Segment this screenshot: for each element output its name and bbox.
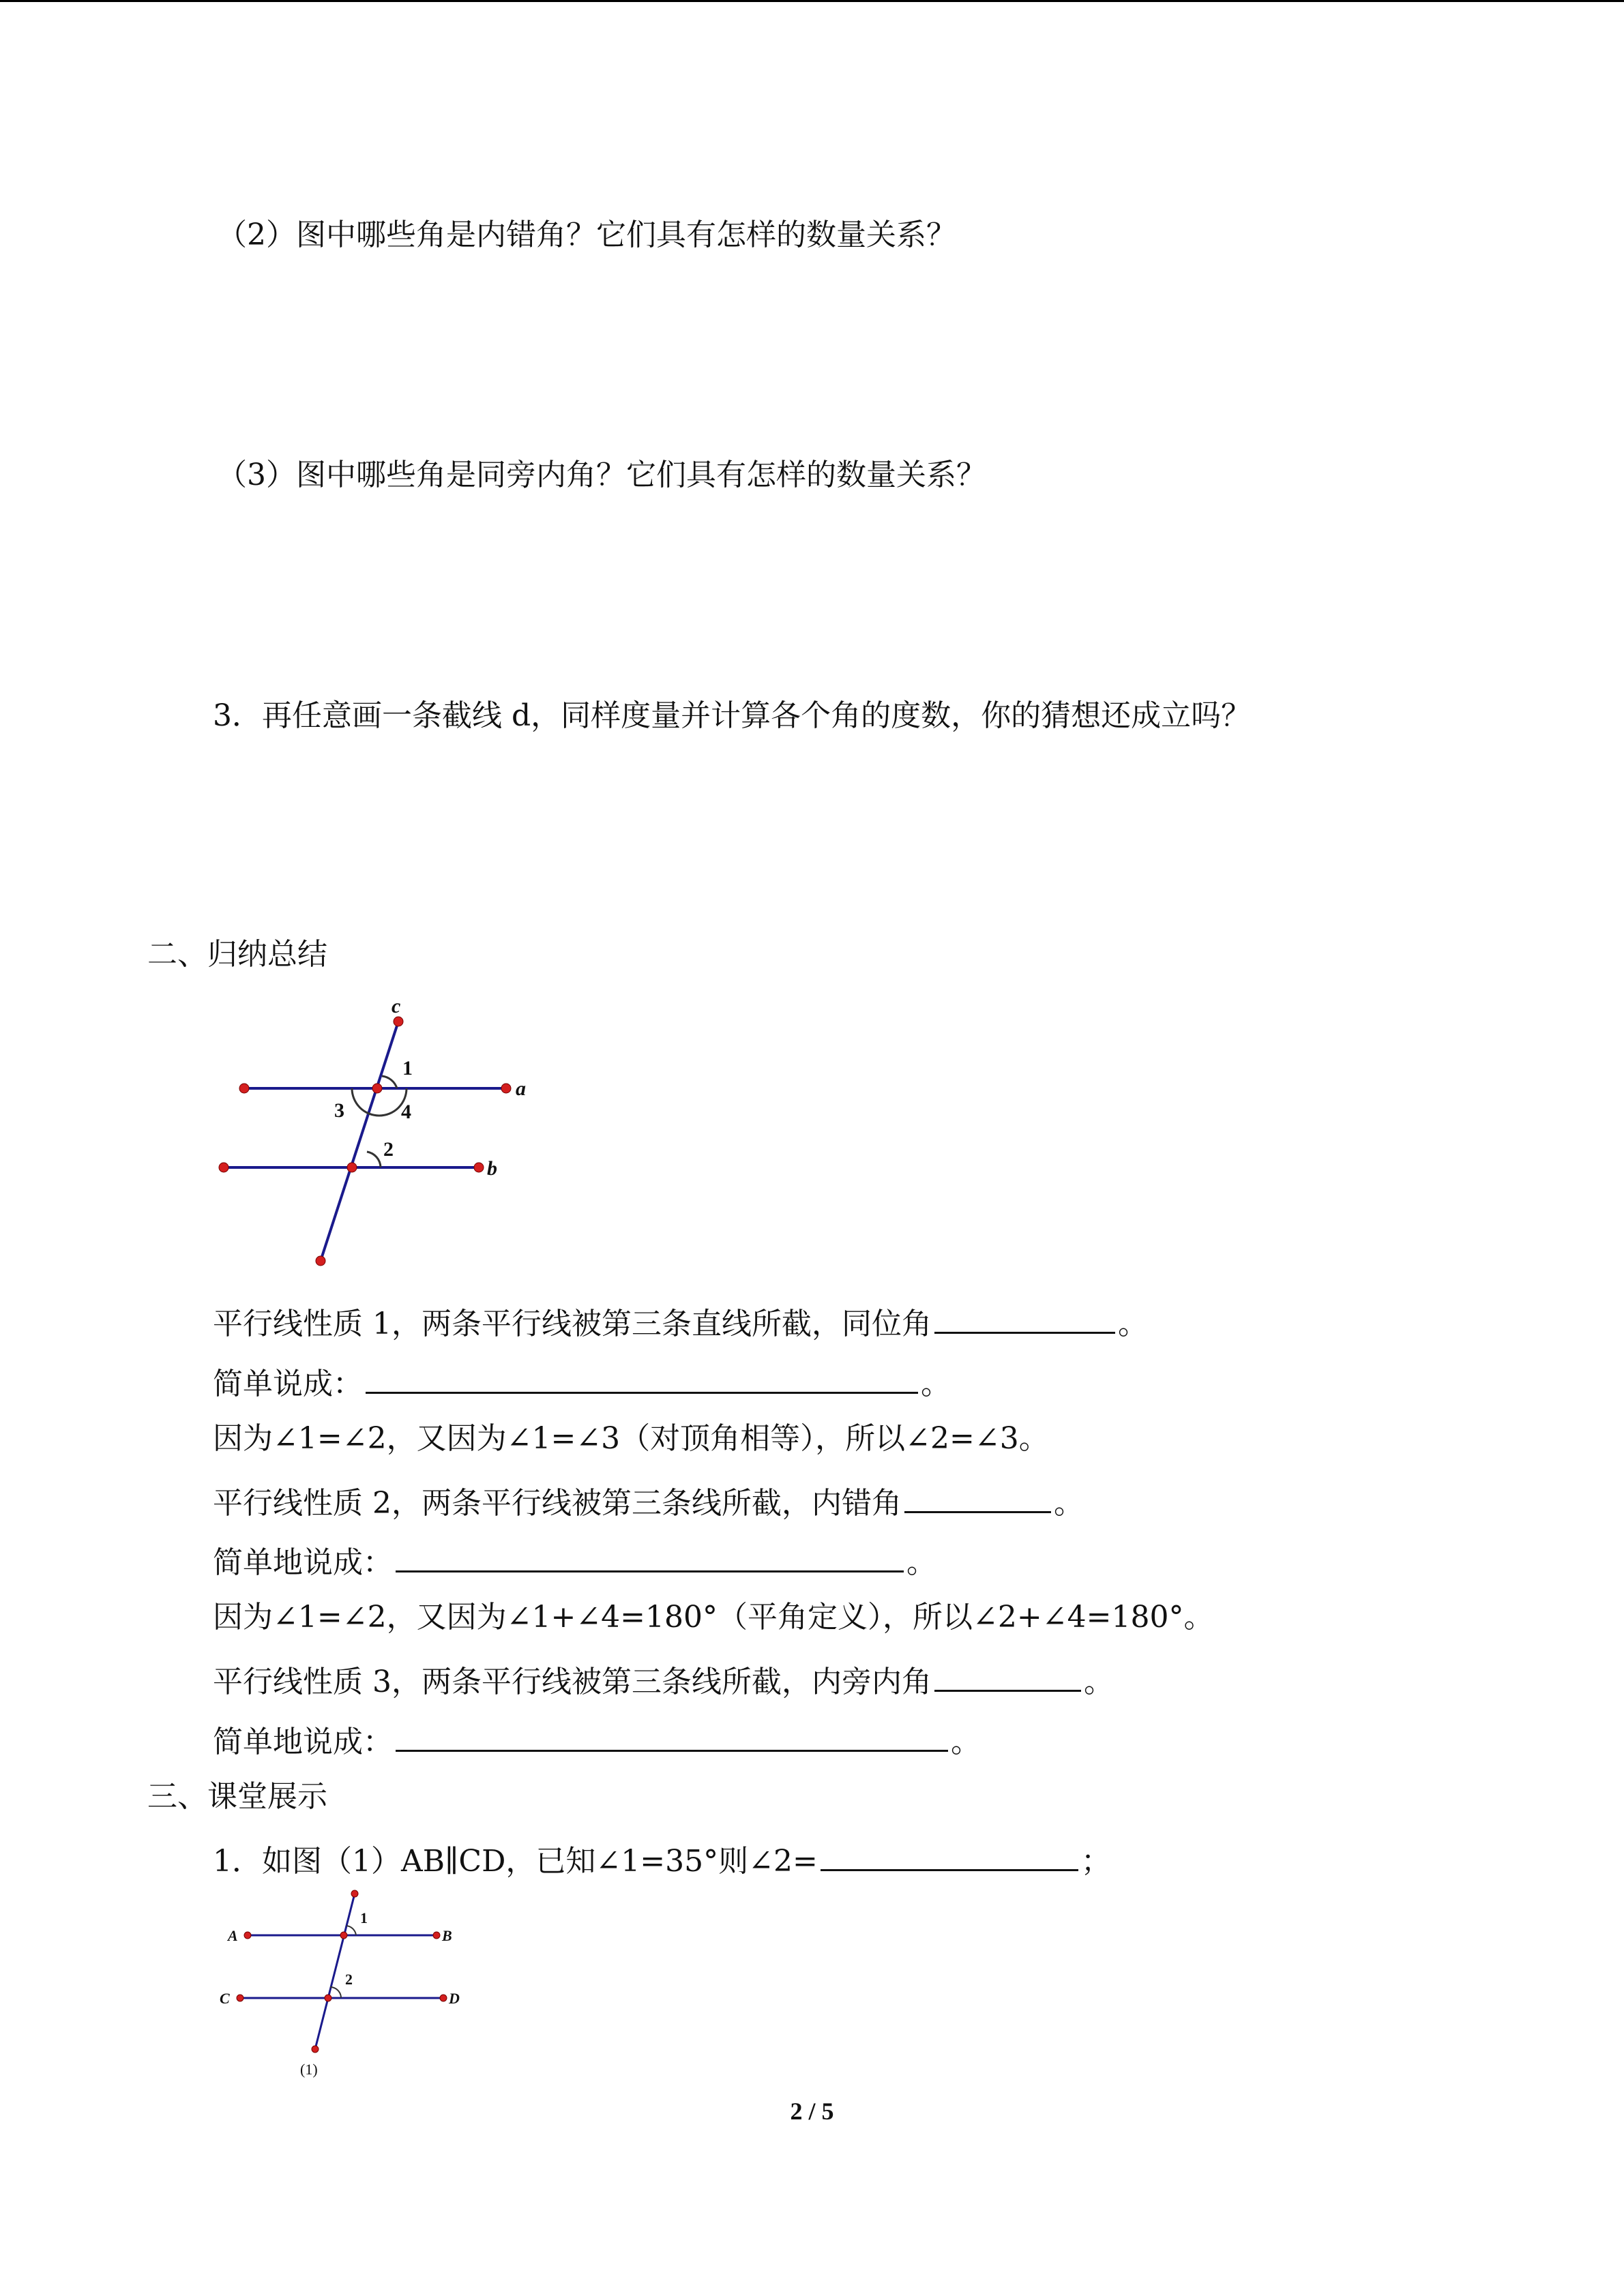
figure-caption: (1): [300, 2061, 318, 2078]
label-D: D: [449, 1990, 460, 2007]
property-1: [213, 1299, 1148, 1345]
point-intersection-b: [347, 1163, 357, 1172]
property-3-simple-period: 。: [951, 1725, 981, 1759]
property-2-simple-text: 简单地说成：: [213, 1545, 393, 1580]
label-angle-2: 2: [383, 1138, 394, 1161]
property-3-simple-blank[interactable]: [396, 1717, 948, 1752]
label-a: a: [516, 1077, 526, 1100]
point-A: [244, 1932, 251, 1939]
exercise-1-figure: [211, 1882, 484, 2087]
angle-arc-1: [382, 1076, 397, 1088]
point-B: [433, 1932, 440, 1939]
angle-arc-2: [367, 1152, 381, 1167]
point-AB-intersection: [340, 1932, 347, 1939]
exercise-1: [213, 1836, 1111, 1882]
point-C: [237, 1995, 243, 2001]
point-c-bottom: [316, 1256, 325, 1266]
question-3: （3）图中哪些角是同旁内角？它们具有怎样的数量关系？: [217, 458, 986, 492]
property-1-period: 。: [1117, 1307, 1148, 1341]
label-C: C: [220, 1990, 230, 2007]
point-b-left: [219, 1163, 228, 1172]
label-b: b: [487, 1157, 497, 1180]
property-3: [213, 1657, 1114, 1703]
point-top: [351, 1890, 358, 1897]
property-2-simple-blank[interactable]: [396, 1538, 904, 1572]
point-b-right: [474, 1163, 484, 1172]
property-2-simple-period: 。: [906, 1545, 936, 1580]
angle-arc-2: [330, 1987, 341, 1998]
page-number: 2 / 5: [790, 2098, 834, 2125]
label-c: c: [392, 995, 401, 1017]
label-angle-3: 3: [334, 1099, 344, 1122]
label-A: A: [228, 1927, 238, 1944]
angle-arc-1: [346, 1926, 356, 1935]
point-a-left: [239, 1084, 249, 1093]
question-2: （2）图中哪些角是内错角？它们具有怎样的数量关系？: [217, 218, 956, 252]
parallel-lines-figure: [205, 992, 559, 1272]
exercise-1-blank[interactable]: [821, 1836, 1078, 1871]
point-D: [440, 1995, 447, 2001]
point-CD-intersection: [325, 1995, 331, 2001]
property-1-simple-text: 简单说成：: [213, 1367, 363, 1401]
label-angle-2: 2: [345, 1971, 353, 1988]
property-2-blank[interactable]: [904, 1478, 1051, 1513]
label-angle-1: 1: [360, 1909, 368, 1926]
property-3-blank[interactable]: [934, 1657, 1081, 1692]
label-B: B: [442, 1927, 452, 1944]
section-title-summary: 二、归纳总结: [147, 937, 327, 972]
page-top-border: [0, 0, 1624, 2]
property-3-period: 。: [1083, 1665, 1114, 1699]
point-a-right: [501, 1084, 511, 1093]
property-2-reason: 因为∠1=∠2，又因为∠1+∠4=180°（平角定义），所以∠2+∠4=180°。: [213, 1600, 1214, 1635]
property-3-text: 平行线性质 3，两条平行线被第三条线所截，内旁内角: [213, 1665, 932, 1699]
property-1-simple-period: 。: [921, 1367, 951, 1401]
point-bottom: [312, 2046, 319, 2053]
property-2: [213, 1478, 1084, 1524]
property-2-simple: [213, 1538, 936, 1583]
property-2-text: 平行线性质 2，两条平行线被第三条线所截，内错角: [213, 1486, 902, 1521]
property-1-text: 平行线性质 1，两条平行线被第三条直线所截，同位角: [213, 1307, 932, 1341]
label-angle-4: 4: [401, 1101, 411, 1123]
property-3-simple-text: 简单地说成：: [213, 1725, 393, 1759]
property-1-simple-blank[interactable]: [366, 1359, 918, 1394]
question-item-3: 3．再任意画一条截线 d，同样度量并计算各个角的度数，你的猜想还成立吗？: [213, 698, 1252, 733]
section-title-classroom: 三、课堂展示: [147, 1779, 327, 1814]
point-intersection-a: [372, 1084, 382, 1093]
label-angle-1: 1: [402, 1057, 413, 1079]
property-2-period: 。: [1053, 1486, 1084, 1521]
exercise-1-text: 1．如图（1）AB∥CD，已知∠1=35°则∠2=: [213, 1844, 818, 1879]
property-1-reason: 因为∠1=∠2，又因为∠1=∠3（对顶角相等），所以∠2=∠3。: [213, 1421, 1049, 1456]
property-3-simple: [213, 1717, 981, 1763]
exercise-1-semicolon: ；: [1080, 1844, 1111, 1879]
point-c-end: [394, 1017, 403, 1026]
property-1-blank[interactable]: [934, 1299, 1115, 1334]
property-1-simple: [213, 1359, 951, 1405]
